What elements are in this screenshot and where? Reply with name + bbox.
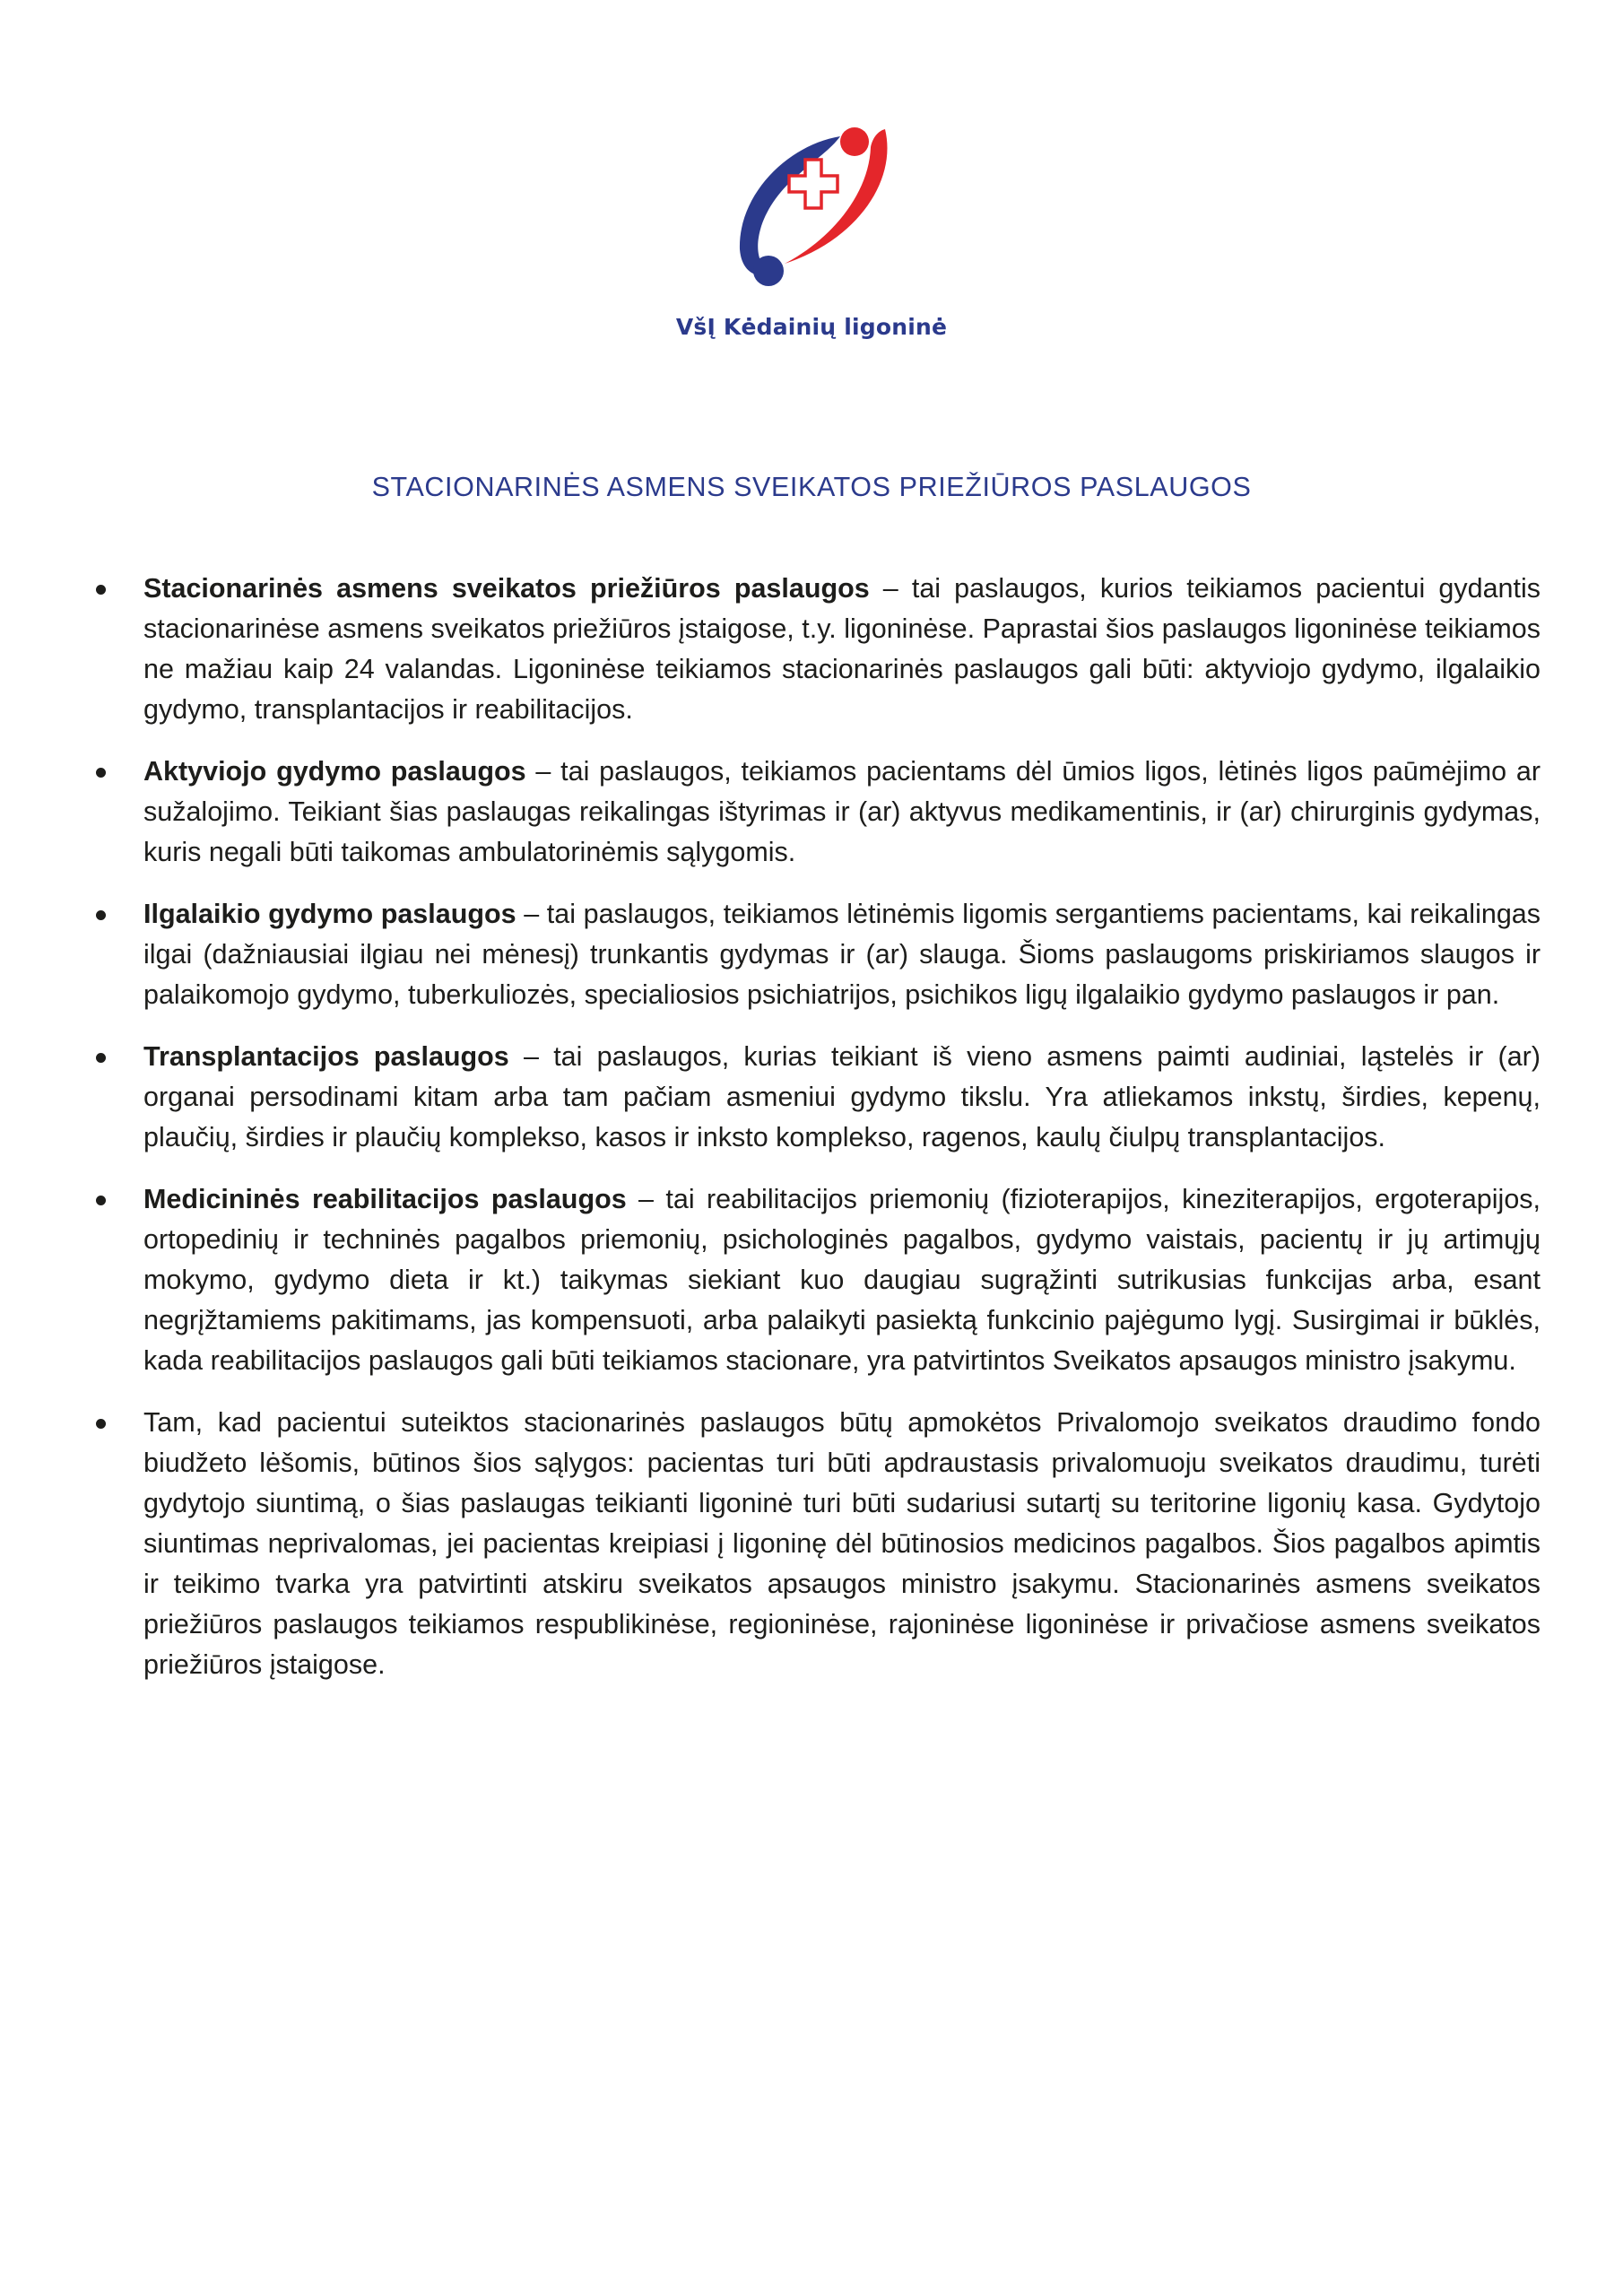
term-label: Stacionarinės asmens sveikatos priežiūros paslaugos [143, 573, 870, 604]
document-title: STACIONARINĖS ASMENS SVEIKATOS PRIEŽIŪROS PASLAUGOS [371, 472, 1252, 502]
bullet-icon [96, 1419, 106, 1429]
bullet-icon [96, 585, 106, 595]
list-item [0, 752, 1623, 873]
term-description: – tai reabilitacijos priemonių (fizioterapijos, kineziterapijos, ergoterapijos, ortopedinių ir techninės pagalbos priemonių, psichologinės pagalbos, gydymo vaistais, pacientų ir jų artimųjų mokymo, gydymo dieta ir kt.) taikymas siekiant kuo daugiau sugrąžinti sutrikusias funkcijas arba, esant negrįžtamiems pakitimams, jas kompensuoti, arba palaikyti pasiektą funkcinio pajėgumo lygį. Susirgimai ir būklės, kada reabilitacijos paslaugos gali būti teikiamos stacionare, yra patvirtintos Sveikatos apsaugos ministro įsakymu. [143, 1184, 1541, 1376]
term-label: Transplantacijos paslaugos [143, 1041, 509, 1072]
organization-name: VšĮ Kėdainių ligoninė [675, 314, 948, 340]
page-header [0, 106, 1623, 340]
term-label: Medicininės reabilitacijos paslaugos [143, 1184, 627, 1214]
bullet-icon [96, 1053, 106, 1063]
list-item [0, 569, 1623, 730]
term-description: – tai paslaugos, teikiamos pacientams dėl ūmios ligos, lėtinės ligos paūmėjimo ar sužalojimo. Teikiant šias paslaugas reikalingas ištyrimas ir (ar) aktyvus medikamentinis, ir (ar) chirurginis gydymas, kuris negali būti taikomas ambulatorinėmis sąlygomis. [143, 756, 1541, 867]
term-label: Aktyviojo gydymo paslaugos [143, 756, 526, 787]
list-item [0, 1403, 1623, 1685]
bullet-icon [96, 1196, 106, 1205]
list-item [0, 894, 1623, 1015]
services-list [0, 569, 1623, 1707]
bullet-icon [96, 910, 106, 920]
term-description: Tam, kad pacientui suteiktos stacionarinės paslaugos būtų apmokėtos Privalomojo sveikatos draudimo fondo biudžeto lėšomis, būtinos šios sąlygos: pacientas turi būti apdraustasis privalomuoju sveikatos draudimu, turėti gydytojo siuntimą, o šias paslaugas teikianti ligoninė turi būti sudariusi sutartį su teritorine ligonių kasa. Gydytojo siuntimas neprivalomas, jei pacientas kreipiasi į ligoninę dėl būtinosios medicinos pagalbos. Šios pagalbos apimtis ir teikimo tvarka yra patvirtinti atskiru sveikatos apsaugos ministro įsakymu. Stacionarinės asmens sveikatos priežiūros paslaugos teikiamos respublikinėse, regioninėse, rajoninėse ligoninėse ir privačiose asmens sveikatos priežiūros įstaigose. [143, 1407, 1541, 1680]
bullet-icon [96, 768, 106, 778]
hospital-cross-logo [722, 106, 901, 294]
term-description: – tai paslaugos, teikiamos lėtinėmis ligomis sergantiems pacientams, kai reikalingas ilgai (dažniausiai ilgiau nei mėnesį) trunkantis gydymas ir (ar) slauga. Šioms paslaugoms priskiriamos slaugos ir palaikomojo gydymo, tuberkuliozės, specialiosios psichiatrijos, psichikos ligų ilgalaikio gydymo paslaugos ir pan. [143, 899, 1541, 1010]
list-item [0, 1037, 1623, 1158]
term-description: – tai paslaugos, kurias teikiant iš vieno asmens paimti audiniai, ląstelės ir (ar) organai persodinami kitam arba tam pačiam asmeniui gydymo tikslu. Yra atliekamos inkstų, širdies, kepenų, plaučių, širdies ir plaučių komplekso, kasos ir inksto komplekso, ragenos, kaulų čiulpų transplantacijos. [143, 1041, 1541, 1152]
list-item [0, 1179, 1623, 1381]
term-label: Ilgalaikio gydymo paslaugos [143, 899, 516, 929]
term-description: – tai paslaugos, kurios teikiamos pacientui gydantis stacionarinėse asmens sveikatos priežiūros įstaigose, t.y. ligoninėse. Paprastai šios paslaugos ligoninėse teikiamos ne mažiau kaip 24 valandas. Ligoninėse teikiamos stacionarinės paslaugos gali būti: aktyviojo gydymo, ilgalaikio gydymo, transplantacijos ir reabilitacijos. [143, 573, 1541, 725]
